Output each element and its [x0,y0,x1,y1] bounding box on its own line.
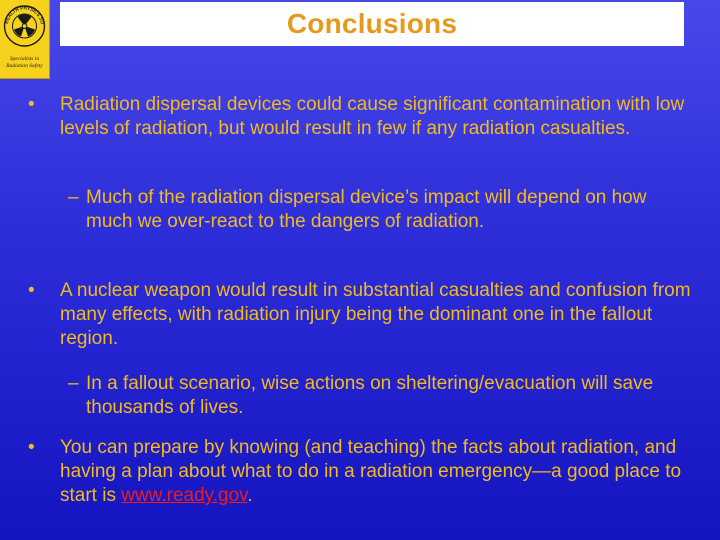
bullet-text: A nuclear weapon would result in substantial casualties and confusion from many effects, with radiation injury being the dominant one in the fallout region. [60,280,691,349]
bullet-text-after-link: . [247,485,253,506]
slide-title: Conclusions [286,8,458,39]
society-seal-icon [3,2,46,54]
logo-caption-line2: Radiation Safety [6,63,43,69]
sub-bullet-item [68,372,686,420]
bullet-text-before-link: You can prepare by knowing (and teaching) the facts about radiation, and having a plan about what to do in a radiation emergency—a good place to start is [60,437,682,506]
ready-gov-link[interactable]: www.ready.gov [121,485,248,506]
bullet-item [28,279,705,351]
logo-caption [0,56,49,70]
logo-caption-line1: Specialists in [9,56,40,62]
bullet-text: Radiation dispersal devices could cause significant contamination with low levels of radiation, but would result in few if any radiation casualties. [60,94,685,139]
sub-bullet-item [68,186,686,234]
bullet-marker: • [28,94,35,115]
bullet-marker: • [28,437,35,458]
sub-bullet-text: Much of the radiation dispersal device’s impact will depend on how much we over-react to the dangers of radiation. [86,187,647,232]
bullet-item [28,436,705,508]
title-bar [60,2,684,46]
bullet-item [28,93,705,141]
bullet-marker: • [28,280,35,301]
sub-bullet-text: In a fallout scenario, wise actions on sheltering/evacuation will save thousands of lives. [86,373,654,418]
dash-marker: – [68,187,79,208]
dash-marker: – [68,373,79,394]
seal-ring-text: HEALTH PHYSICS SO [4,5,45,25]
hps-logo [0,0,50,79]
